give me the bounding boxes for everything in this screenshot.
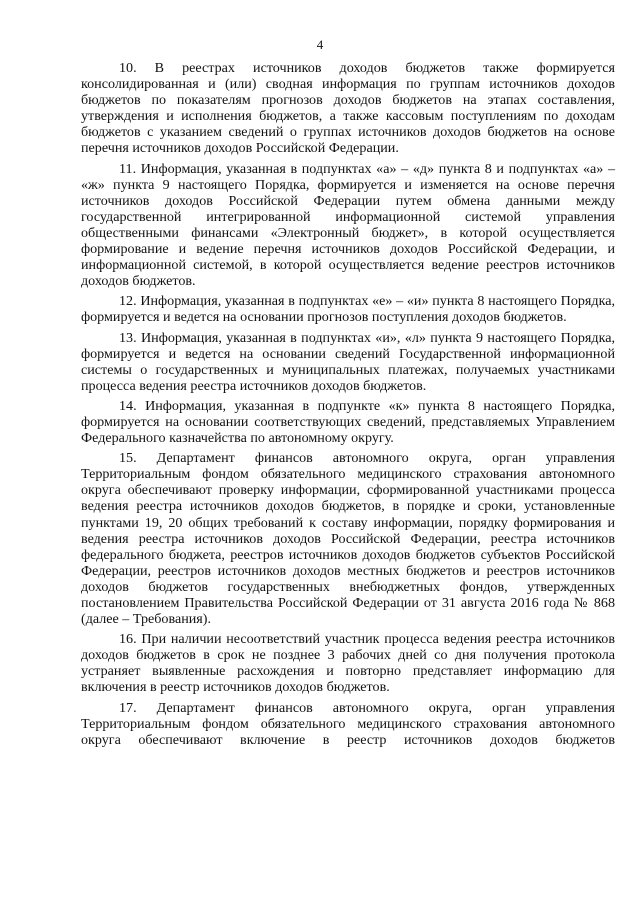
paragraph-16: 16. При наличии несоответствий участник процесса ведения реестра источников доходов бюджетов в срок не позднее 3 рабочих дней со дня получения протокола устраняет выявленные расхождения и повторно представляет информацию для включения в реестр источников доходов бюджетов.	[81, 631, 615, 696]
paragraph-10: 10. В реестрах источников доходов бюджетов также формируется консолидированная и (или) сводная информация по группам источников доходов бюджетов по показателям прогнозов доходов бюджетов на этапах составления, утверждения и исполнения бюджетов, а также кассовым поступлениям по доходам бюджетов с указанием сведений о группах источников доходов бюджетов на основе перечня источников доходов Российской Федерации.	[81, 60, 615, 157]
paragraph-11: 11. Информация, указанная в подпунктах «а» – «д» пункта 8 и подпунктах «а» – «ж» пункта 9 настоящего Порядка, формируется и изменяется на основе перечня источников доходов Российской Федерации путем обмена данными между государственной интегрированной информационной системой управления общественными финансами «Электронный бюджет», в которой осуществляется формирование и ведение перечня источников доходов Российской Федерации, и информационной системой, в которой осуществляется ведение реестров источников доходов бюджетов.	[81, 160, 615, 290]
document-body	[81, 60, 615, 752]
page-number: 4	[316, 37, 324, 52]
paragraph-14: 14. Информация, указанная в подпункте «к» пункта 8 настоящего Порядка, формируется на основании соответствующих сведений, представляемых Управлением Федерального казначейства по автономному округу.	[81, 397, 615, 447]
paragraph-13: 13. Информация, указанная в подпунктах «и», «л» пункта 9 настоящего Порядка, формируется и ведется на основании сведений Государственной информационной системы о государственных и муниципальных платежах, получаемых участниками процесса ведения реестра источников доходов бюджетов.	[81, 329, 615, 394]
paragraph-12: 12. Информация, указанная в подпунктах «е» – «и» пункта 8 настоящего Порядка, формируется и ведется на основании прогнозов поступления доходов бюджетов.	[81, 293, 615, 326]
paragraph-17: 17. Департамент финансов автономного округа, орган управления Территориальным фондом обязательного медицинского страхования автономного округа обеспечивают включение в реестр источников доходов бюджетов	[81, 699, 615, 748]
paragraph-15: 15. Департамент финансов автономного округа, орган управления Территориальным фондом обязательного медицинского страхования автономного округа обеспечивают проверку информации, сформированной участниками процесса ведения реестра источников доходов бюджетов, в порядке и сроки, установленные пунктами 19, 20 общих требований к составу информации, порядку формирования и ведения реестра источников доходов Российской Федерации, реестра источников федерального бюджета, реестров источников доходов бюджетов субъектов Российской Федерации, реестров источников доходов местных бюджетов и реестров источников доходов бюджетов государственных внебюджетных фондов, утвержденных постановлением Правительства Российской Федерации от 31 августа 2016 года № 868 (далее – Требования).	[81, 450, 615, 628]
